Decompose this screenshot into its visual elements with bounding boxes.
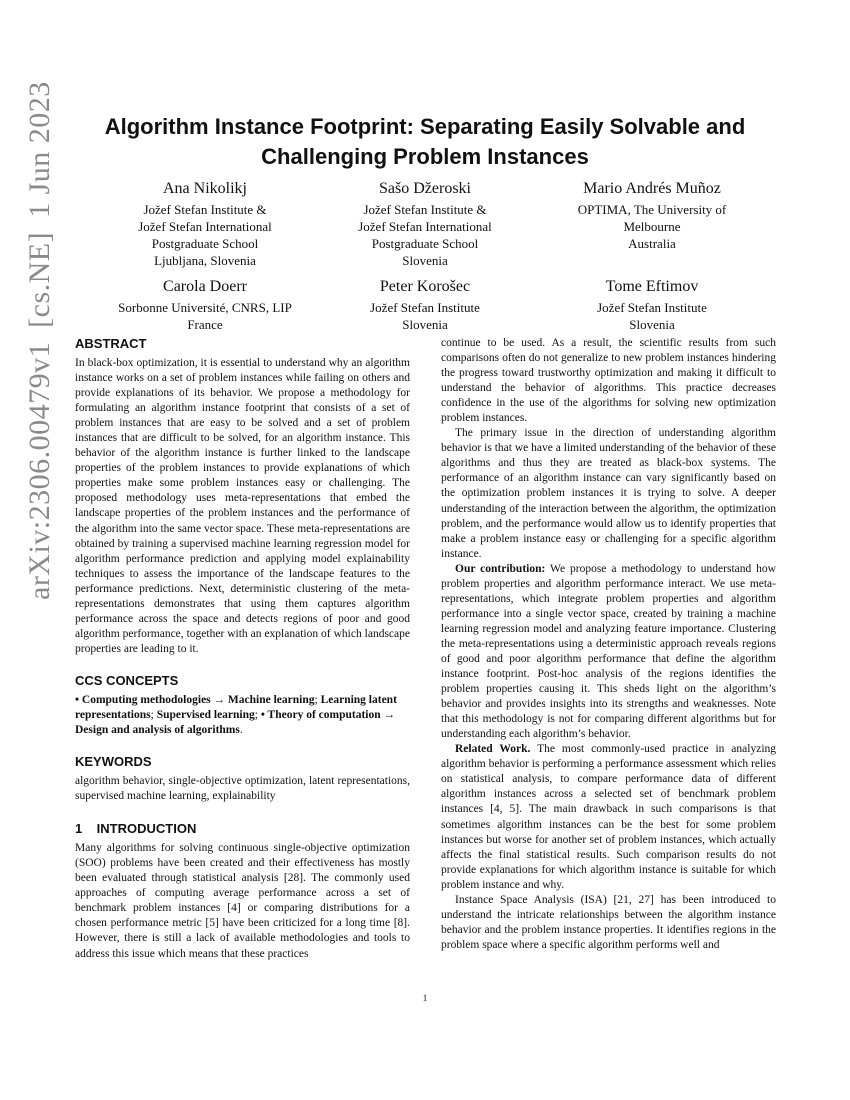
affiliation-line: Ljubljana, Slovenia [154,253,256,268]
intro-paragraph: Many algorithms for solving continuous single-objective optimization (SOO) problems have been created and their effectiveness has mostly been evaluated through statistical analysis [28]. The commonly used approaches of computing average performance across a set of benchmark problem instances [4] or comparing distributions for a chosen performance metric [5] have been criticized for a long time [8]. However, there is still a lack of available methodologies and tools to address this issue which means that these practices [75,842,410,960]
ccs-bullet: • Theory of computation [260,708,381,721]
introduction-heading: 1 INTRODUCTION [75,821,197,837]
contribution-text: We propose a methodology to understand how problem properties and algorithm performance interact. We use meta-representations, which integrate problem properties and algorithm performance into a single vector space, created by training a machine learning regression model and analyzing feature importance. Clustering the meta-representations using a deterministic approach reveals regions of good and poor algorithm performance that define the algorithm instance footprint. Post-hoc analysis of the regions identifies the problem properties causing it. This sheds light on the algorithm’s behavior and provides insights into its strengths and weaknesses. Note that this methodology is not for comparing different algorithms but for understanding each algorithm’s behavior. [441,562,776,741]
paper-title [75,112,775,172]
ccs-heading: CCS CONCEPTS [75,672,179,688]
abstract-text: In black-box optimization, it is essential to understand why an algorithm instance works on a set of problem instances while failing on others and provide explanations of its behavior. We propose a methodology for formulating an algorithm instance footprint that consists of a set of problem instances that are easy to be solved and a set of problem instances that are difficult to be solved, for an algorithm instance. This behavior of the algorithm instance is further linked to the landscape properties of the problem instances to provide explanations of which properties make some problem instances easy or challenging. The proposed methodology uses meta-representations that embed the landscape properties of the problem instances and the performance of the algorithm into the same vector space. These meta-representations are obtained by training a supervised machine learning regression model for algorithm performance prediction and applying model explainability techniques to assess the importance of the landscape features to the performance predictions. Next, deterministic clustering of the meta-representations demonstrates that using them captures algorithm performance across the space and detects regions of poor and good algorithm performance, together with an explanation of which landscape properties are leading to it. [75,357,410,655]
paper-title-line-2: Challenging Problem Instances [261,144,589,169]
related-work-lead: Related Work. [455,743,531,756]
affiliation-line: Sorbonne Université, CNRS, LIP [118,300,292,315]
ccs-concept: Design and analysis of algorithms [75,724,240,737]
author-name: Ana Nikolikj [163,180,247,197]
contribution-lead: Our contribution: [455,562,546,575]
author-block [85,276,325,333]
affiliation-line: Slovenia [629,317,675,332]
ccs-arrow: → [383,708,396,721]
affiliation-line: Jožef Stefan Institute & [143,202,267,217]
ccs-separator: ; [150,708,154,721]
author-block [85,178,325,269]
affiliation-line: Jožef Stefan Institute [370,300,480,315]
arxiv-date: 1 Jun 2023 [23,81,56,218]
contribution-paragraph [441,562,776,743]
keywords-heading: KEYWORDS [75,754,152,770]
affiliation-line: Slovenia [402,253,448,268]
author-block [532,178,772,252]
isa-paragraph: Instance Space Analysis (ISA) [21, 27] has been introduced to understand the intricate relationships between the algorithm instance behavior and the problem instance properties. It identifies regions in the problem space where a specific algorithm performs well and [441,893,776,951]
ccs-concept: Learning latent representations [75,693,397,721]
intro-paragraph-continued: continue to be used. As a result, the scientific results from such comparisons often do not generalize to new problem instances hindering the progress toward trustworthy optimization and making it difficult to understand the behavior of algorithms. This practice decreases confidence in the use of the algorithms for solving new optimization problem instances. [441,337,776,425]
ccs-end: . [239,724,243,737]
ccs-separator: ; [254,708,258,721]
page-number: 1 [422,993,428,1003]
affiliation-line: Postgraduate School [371,236,479,251]
arxiv-identifier [25,0,55,600]
ccs-arrow: → [213,693,226,706]
author-name: Tome Eftimov [605,278,699,295]
related-work-text: The most commonly-used practice in analyzing algorithm behavior is performing a performance assessment which relies on statistical analysis, to compare performance data of different algorithm instances across a selected set of benchmark problem instances [4, 5]. The main drawback in such comparisons is that sometimes algorithm instances can be the best for some problem instances but worse for another set of problem instances, which actually affects the final statistical results. Such comparison results do not provide explanations for which algorithm instance is suitable for which problem instance and why. [441,743,777,891]
affiliation-line: Jožef Stefan International [358,219,492,234]
related-work-paragraph [441,742,776,892]
author-block [305,178,545,269]
ccs-text [75,693,410,738]
author-block [532,276,772,333]
ccs-concept: Supervised learning [156,708,255,721]
affiliation-line: Slovenia [402,317,448,332]
ccs-bullet: • Computing methodologies [75,693,211,706]
author-name: Carola Doerr [163,278,247,295]
author-name: Sašo Džeroski [379,180,471,197]
paper-title-line-1: Algorithm Instance Footprint: Separating Easily Solvable and [104,114,746,139]
left-column [75,336,410,962]
affiliation-line: Australia [628,236,676,251]
right-column [441,336,776,953]
affiliation-line: Jožef Stefan International [138,219,272,234]
author-name: Peter Korošec [379,278,471,295]
ccs-separator: ; [314,693,318,706]
affiliation-line: OPTIMA, The University of [577,202,727,217]
ccs-concept: Machine learning [227,693,315,706]
affiliation-line: Jožef Stefan Institute [597,300,707,315]
affiliation-line: Melbourne [623,219,681,234]
affiliation-line: Postgraduate School [151,236,259,251]
affiliation-line: Jožef Stefan Institute & [363,202,487,217]
keywords-text: algorithm behavior, single-objective optimization, latent representations, supervised machine learning, explainability [75,775,410,803]
arxiv-id: arXiv:2306.00479v1 [23,341,56,600]
affiliation-line: France [187,317,223,332]
author-name: Mario Andrés Muñoz [583,180,721,197]
abstract-heading: ABSTRACT [75,336,147,351]
author-block [305,276,545,333]
intro-paragraph: The primary issue in the direction of understanding algorithm behavior is that we have a limited understanding of the behavior of these algorithms and thus they are treated as black-box systems. The performance of an algorithm instance can vary significantly based on the optimization problem instances it is trying to solve. A deeper understanding of the interaction between the algorithm, the optimization problem, and the performance would allow us to identify properties that make a problem instance easy or challenging for a specific algorithm instance. [441,427,776,560]
arxiv-category: [cs.NE] [23,231,56,328]
